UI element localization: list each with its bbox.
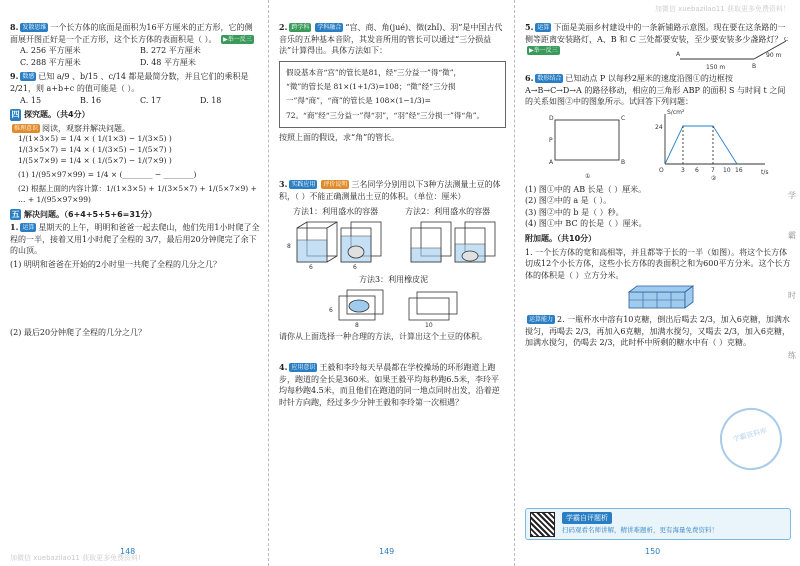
section-title: 探究题。（共4分） bbox=[24, 110, 90, 120]
side-char: 霸 bbox=[788, 231, 796, 240]
dimension-label: 8 bbox=[287, 242, 291, 250]
column-left bbox=[0, 0, 268, 566]
section-number: 四 bbox=[11, 110, 20, 120]
qr-banner[interactable] bbox=[525, 508, 791, 540]
tag: 数形结合 bbox=[537, 75, 562, 83]
watermark-top: 加微信 xuebazilao11 获取更多免费资料！ bbox=[654, 5, 790, 13]
equation: (1) 1/(95×97×99) = 1/4 × (________ − ________) bbox=[18, 169, 197, 179]
tick-label: 10 bbox=[723, 166, 731, 174]
section-heading bbox=[10, 109, 260, 121]
answer-line: (4) 图①中 BC 的长是（ ）厘米。 bbox=[525, 219, 647, 229]
figure-label: ② bbox=[711, 174, 717, 180]
figure-label: ① bbox=[585, 172, 591, 180]
problem-text: 三名同学分别用以下3种方法测量土豆的体积，（ ）不能正确测量出土豆的体积。（单位：厘米） bbox=[279, 180, 501, 201]
box-line: “徵”的管长是 81×(1+1/3)=108；“徵”经“三分损一”得“商”，“商”的管长是 108×(1−1/3)= bbox=[286, 82, 456, 106]
box-line: 72。“商”经“三分益一”得“羽”，“羽”经“三分损一”得“角”。 bbox=[286, 110, 485, 120]
question-9: 9. 数感 已知 a/9 、b/15 、c/14 都是最简分数，并且它们的乘积是 2/21，则 a+b+c 的值可能是（ ）。 A. 15 B. 16 C. 17 D. 18 bbox=[10, 71, 260, 106]
tick-label: 7 bbox=[711, 166, 715, 174]
equation: (2) 根据上面的内容计算：1/(1×3×5) + 1/(3×5×7) + 1/(5×7×9) + … + 1/(95×97×99) bbox=[18, 183, 257, 204]
question-text: 已知 a/9 、b/15 、c/14 都是最简分数，并且它们的乘积是 2/21，则 a+b+c 的值可能是（ ）。 bbox=[10, 72, 249, 93]
problem-6: 6. 数形结合 已知动点 P 以每秒2厘米的速度沿图①的边框按 A→B→C→D→A 的路径移动，相应的三角形 ABP 的面积 S 与时间 t 之间的关系如图②中的图象所示。试回答下列问题： D C A B P S/cm² t/s 24 O 3 6 7 10 16 ① ② (1) 图①中的 AB 长是（ ）厘米。 (2) 图②中的 a 是（ ）。 (3) 图②中的 b 是（ ）秒。 (4) 图①中 BC 的长是（ ）厘米。 bbox=[525, 73, 792, 230]
graph-ymax: 24 bbox=[655, 123, 663, 131]
tag: 数感 bbox=[22, 73, 35, 81]
page-number: 148 bbox=[120, 547, 136, 557]
watermark-bottom: 加微信 xuebazilao11 获取更多免费资料! bbox=[10, 553, 141, 562]
option: B. 16 bbox=[80, 95, 102, 105]
section-title: 解决问题。（6+4+5+5+6=31分） bbox=[24, 209, 157, 219]
dimension-label: 10 bbox=[425, 321, 433, 328]
dimension-label: 6 bbox=[329, 306, 333, 314]
tag: 实践应用 bbox=[291, 181, 316, 189]
problem-text: 已知动点 P 以每秒2厘米的速度沿图①的边框按 A→B→C→D→A 的路径移动，相应的三角形 ABP 的面积 S 与时间 t 之间的关系如图②中的图象所示。试回答下列问题： bbox=[525, 74, 786, 107]
option: C. 17 bbox=[140, 95, 162, 105]
svg-text:B: B bbox=[621, 158, 626, 166]
option: A. 15 bbox=[20, 95, 42, 105]
problem-ask: 请你从上面选择一种合理的方法，计算出这个土豆的体积。 bbox=[279, 331, 487, 341]
tag: 运算 bbox=[537, 24, 550, 31]
problem-5: 5. 运算 下面是美丽乡村建设中的一条新铺路示意图。现在要在这条路的一侧等距离安装路灯，A、B 和 C 三处都要安装，至少要安装多少盏路灯？ ▶举一反三 A B C 150 m 90 m bbox=[525, 22, 792, 57]
question-text: 一个长方体的底面是面积为16平方厘米的正方形，它的侧面展开图正好是一个正方形，这个长方体的表面积是（ ）。 bbox=[10, 23, 253, 44]
explore-question bbox=[10, 123, 260, 206]
problem-3: 3. 实践应用 评价说明 三名同学分别用以下3种方法测量土豆的体积，（ ）不能正确测量出土豆的体积。（单位：厘米） 方法1：利用盛水的容器 方法2：利用盛水的容器 6 8 6 方法3：利用橡皮泥 6 8 10 请你从上面选择一种合理的方法，计算出这个土豆的体积。 bbox=[279, 179, 506, 342]
road-length-bc: 90 m bbox=[766, 52, 782, 60]
containers-diagram bbox=[279, 218, 509, 270]
clay-diagram bbox=[279, 286, 509, 328]
bonus-1: 1. 一个长方体的宽和高相等，并且都等于长的一半（如图）。将这个长方体切成12个小长方体，这些小长方体的表面积之和为600平方分米。这个长方体的体积是（ ）立方分米。 bbox=[525, 247, 791, 280]
cuboid-figure bbox=[625, 284, 695, 310]
svg-text:A: A bbox=[549, 158, 554, 166]
option: C. 288 平方厘米 bbox=[20, 57, 81, 67]
column-middle bbox=[268, 0, 514, 566]
tick-label: 6 bbox=[695, 166, 699, 174]
section-heading bbox=[10, 209, 260, 221]
svg-text:C: C bbox=[784, 37, 789, 44]
tick-label: 3 bbox=[681, 166, 685, 174]
svg-text:C: C bbox=[621, 114, 626, 122]
problem-2: 2. 跨学科 学科融合 “宫、商、角(jué)、徵(zhǐ)、羽”是中国古代音乐的五种基本音阶，其发音所用的管长可以通过“三分损益法”计算得出。具体方法如下： 假设基本音“宫”的管长是81，经“三分益一”得“徵”， “徵”的管长是 81×(1+1/3)=108；“徵”经“三分损一”得“商”，“商”的管长是 108×(1−1/3)= 72。“商”经“三分益一”得“羽”，“羽”经“三分损一”得“角”。 按照上面的假设，求“角”的管长。 bbox=[279, 22, 506, 143]
option: D. 18 bbox=[200, 95, 222, 105]
method-box bbox=[279, 61, 506, 128]
answer-line: (3) 图②中的 b 是（ ）秒。 bbox=[525, 207, 624, 217]
side-char: 练 bbox=[788, 351, 796, 360]
svg-text:A: A bbox=[676, 51, 681, 59]
bonus-text: 2. 一瓶杯水中溶有10克糖，倒出后喝去 2/3，加入6克糖，加满水搅匀，再喝去 2/3，再加入6克糖，加满水搅匀，又喝去 2/3，加入6克糖，加满水搅匀，仍喝去 2/3，此时杯中所剩的糖水中有（ ）克糖。 bbox=[525, 314, 791, 348]
tick-label: O bbox=[659, 166, 664, 174]
page-number: 149 bbox=[379, 547, 395, 557]
equation: 1/(1×3×5) = 1/4 × ( 1/(1×3) − 1/(3×5) ) bbox=[18, 134, 172, 144]
link-tag: ▶举一反三 bbox=[529, 47, 558, 55]
qr-code-icon[interactable] bbox=[530, 512, 555, 537]
qr-text: 扫码观看名师讲解，精讲难题析，更有海量免费资料！ bbox=[562, 526, 718, 534]
problem-ask: 按照上面的假设，求“角”的管长。 bbox=[279, 132, 400, 142]
tag: 评价说明 bbox=[323, 181, 348, 189]
methods-figure bbox=[279, 206, 506, 328]
sub-question: (2) 最后20分钟爬了全程的几分之几？ bbox=[10, 327, 147, 337]
bonus-2 bbox=[525, 314, 792, 349]
problem-1: 1. 运算 星期天的上午，明明和爸爸一起去爬山，他们先用1小时爬了全程的一半，接着又用1小时爬了全程的 3/7，最后用20分钟爬完了余下的山顶。 (1) 明明和爸爸在开始的2小时里一共爬了全程的几分之几？ (2) 最后20分钟爬了全程的几分之几？ bbox=[10, 222, 260, 337]
column-right bbox=[514, 0, 800, 566]
equation: 1/(3×5×7) = 1/4 × ( 1/(3×5) − 1/(5×7) ) bbox=[18, 145, 172, 155]
dimension-label: 6 bbox=[353, 263, 357, 270]
motion-diagram bbox=[525, 108, 785, 180]
problem-text: 王毅和李玲每天早晨都在学校操场的环形跑道上跑步，跑道的全长是360米。如果王毅平均每秒跑6.5米，李玲平均每秒跑4.5米，而且他们在跑道的同一地点同时出发，沿着逆时针方向跑，经过多少分钟王毅和李玲第一次相遇？ bbox=[279, 363, 500, 407]
question-8: 8. 发散思维 一个长方体的底面是面积为16平方厘米的正方形，它的侧面展开图正好是一个正方形，这个长方体的表面积是（ ）。 ▶举一反三 A. 256 平方厘米 B. 272 平方厘米 C. 288 平方厘米 D. 48 平方厘米 bbox=[10, 22, 260, 68]
method-label: 方法3：利用橡皮泥 bbox=[359, 274, 429, 284]
stamp: 学霸资料库 bbox=[713, 401, 789, 477]
equation: 1/(5×7×9) = 1/4 × ( 1/(5×7) − 1/(7×9) ) bbox=[18, 156, 172, 166]
method-label: 方法1：利用盛水的容器 bbox=[293, 206, 379, 216]
svg-text:B: B bbox=[752, 63, 757, 71]
box-line: 假设基本音“宫”的管长是81，经“三分益一”得“徵”， bbox=[286, 67, 462, 77]
dimension-label: 6 bbox=[309, 263, 313, 270]
answer-line: (1) 图①中的 AB 长是（ ）厘米。 bbox=[525, 184, 647, 194]
problem-text: 下面是美丽乡村建设中的一条新铺路示意图。现在要在这条路的一侧等距离安装路灯，A、B 和 C 三处都要安装，至少要安装多少盏路灯？ bbox=[525, 23, 786, 44]
option: D. 48 平方厘米 bbox=[140, 57, 196, 67]
bonus-heading: 附加题。（共10分） bbox=[525, 233, 597, 243]
sub-question: (1) 明明和爸爸在开始的2小时里一共爬了全程的几分之几？ bbox=[10, 259, 221, 269]
tag: 推理意识 bbox=[14, 124, 39, 132]
problem-4: 4. 应用意识 王毅和李玲每天早晨都在学校操场的环形跑道上跑步，跑道的全长是360米。如果王毅平均每秒跑6.5米，李玲平均每秒跑4.5米，而且他们在跑道的同一地点同时出发，沿着逆时针方向跑，经过多少分钟王毅和李玲第一次相遇？ bbox=[279, 362, 500, 407]
tag: 运算能力 bbox=[529, 315, 554, 323]
answer-line: (2) 图②中的 a 是（ ）。 bbox=[525, 196, 612, 206]
problem-text: 星期天的上午，明明和爸爸一起去爬山，他们先用1小时爬了全程的一半，接着又用1小时爬了全程的 3/7，最后用20分钟爬完了余下的山顶。 bbox=[10, 223, 260, 256]
options bbox=[10, 45, 260, 68]
tag: 发散思维 bbox=[22, 24, 47, 31]
section-number: 五 bbox=[11, 209, 20, 219]
side-char: 时 bbox=[788, 291, 796, 300]
svg-text:P: P bbox=[549, 136, 553, 144]
graph-ylabel: S/cm² bbox=[667, 108, 685, 116]
dimension-label: 8 bbox=[355, 321, 359, 328]
tag: 应用意识 bbox=[291, 364, 316, 372]
tag: 跨学科 bbox=[291, 24, 310, 31]
option: A. 256 平方厘米 bbox=[20, 46, 81, 56]
page-number: 150 bbox=[645, 547, 661, 557]
side-char: 学 bbox=[788, 191, 796, 200]
qr-title: 学霸自评题析 bbox=[562, 512, 612, 524]
intro-text: 阅读，观察并解决问题。 bbox=[42, 123, 131, 133]
options bbox=[10, 95, 260, 107]
svg-text:D: D bbox=[549, 114, 554, 122]
method-label: 方法2：利用盛水的容器 bbox=[405, 206, 491, 216]
problem-text: “宫、商、角(jué)、徵(zhǐ)、羽”是中国古代音乐的五种基本音阶，其发音所用的管长可以通过“三分损益法”计算得出。具体方法如下： bbox=[279, 23, 503, 56]
tag: 运算 bbox=[22, 224, 35, 232]
road-length-ab: 150 m bbox=[706, 64, 726, 72]
tick-label: 16 bbox=[735, 166, 743, 174]
option: B. 272 平方厘米 bbox=[140, 46, 201, 56]
link-tag: ▶举一反三 bbox=[223, 35, 252, 43]
graph-xlabel: t/s bbox=[761, 168, 769, 176]
tag: 学科融合 bbox=[317, 24, 342, 31]
